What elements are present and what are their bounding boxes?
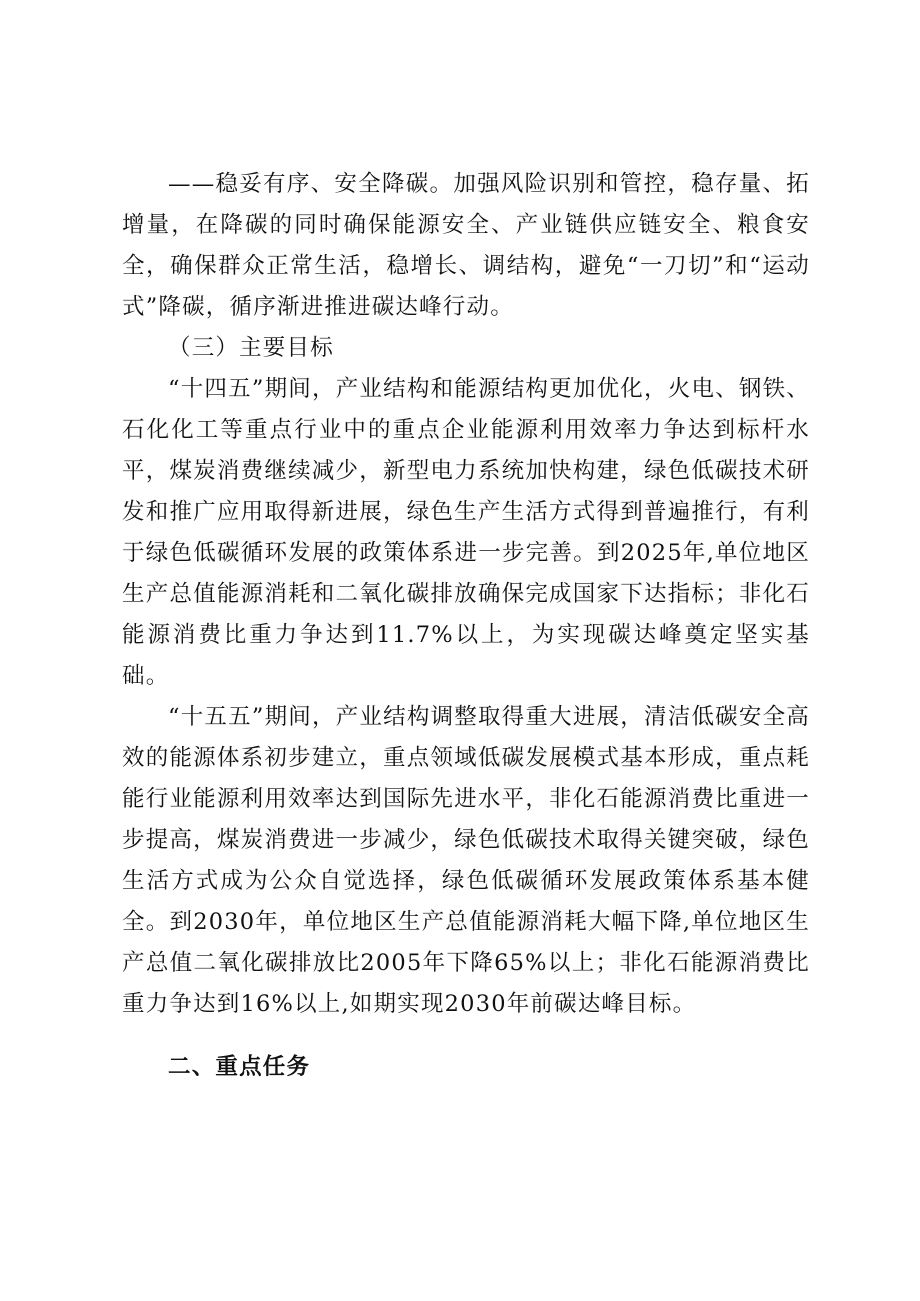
paragraph-15th-five-year: “十五五”期间，产业结构调整取得重大进展，清洁低碳安全高效的能源体系初步建立，重点领域低碳发展模式基本形成，重点耗能行业能源利用效率达到国际先进水平，非化石能源消费比重进一步提高，煤炭消费进一步减少，绿色低碳技术取得关键突破，绿色生活方式成为公众自觉选择，绿色低碳循环发展政策体系基本健全。到2030年，单位地区生产总值能源消耗大幅下降,单位地区生产总值二氧化碳排放比2005年下降65%以上；非化石能源消费比重力争达到16%以上,如期实现2030年前碳达峰目标。 [122, 704, 810, 1017]
paragraph-safe-carbon-reduction: ——稳妥有序、安全降碳。加强风险识别和管控，稳存量、拓增量，在降碳的同时确保能源安全、产业链供应链安全、粮食安全，确保群众正常生活，稳增长、调结构，避免“一刀切”和“运动式”降碳，循序渐进推进碳达峰行动。 [122, 171, 810, 320]
paragraph-14th-five-year: “十四五”期间，产业结构和能源结构更加优化，火电、钢铁、石化化工等重点行业中的重点企业能源利用效率力争达到标杆水平，煤炭消费继续减少，新型电力系统加快构建，绿色低碳技术研发和推广应用取得新进展，绿色生产生活方式得到普遍推行，有利于绿色低碳循环发展的政策体系进一步完善。到2025年,单位地区生产总值能源消耗和二氧化碳排放确保完成国家下达指标；非化石能源消费比重力争达到11.7%以上，为实现碳达峰奠定坚实基础。 [122, 376, 810, 689]
document-body [122, 164, 810, 1088]
section-title-key-tasks: 二、重点任务 [168, 1054, 311, 1080]
subheading-main-goals: （三）主要目标 [168, 335, 334, 361]
